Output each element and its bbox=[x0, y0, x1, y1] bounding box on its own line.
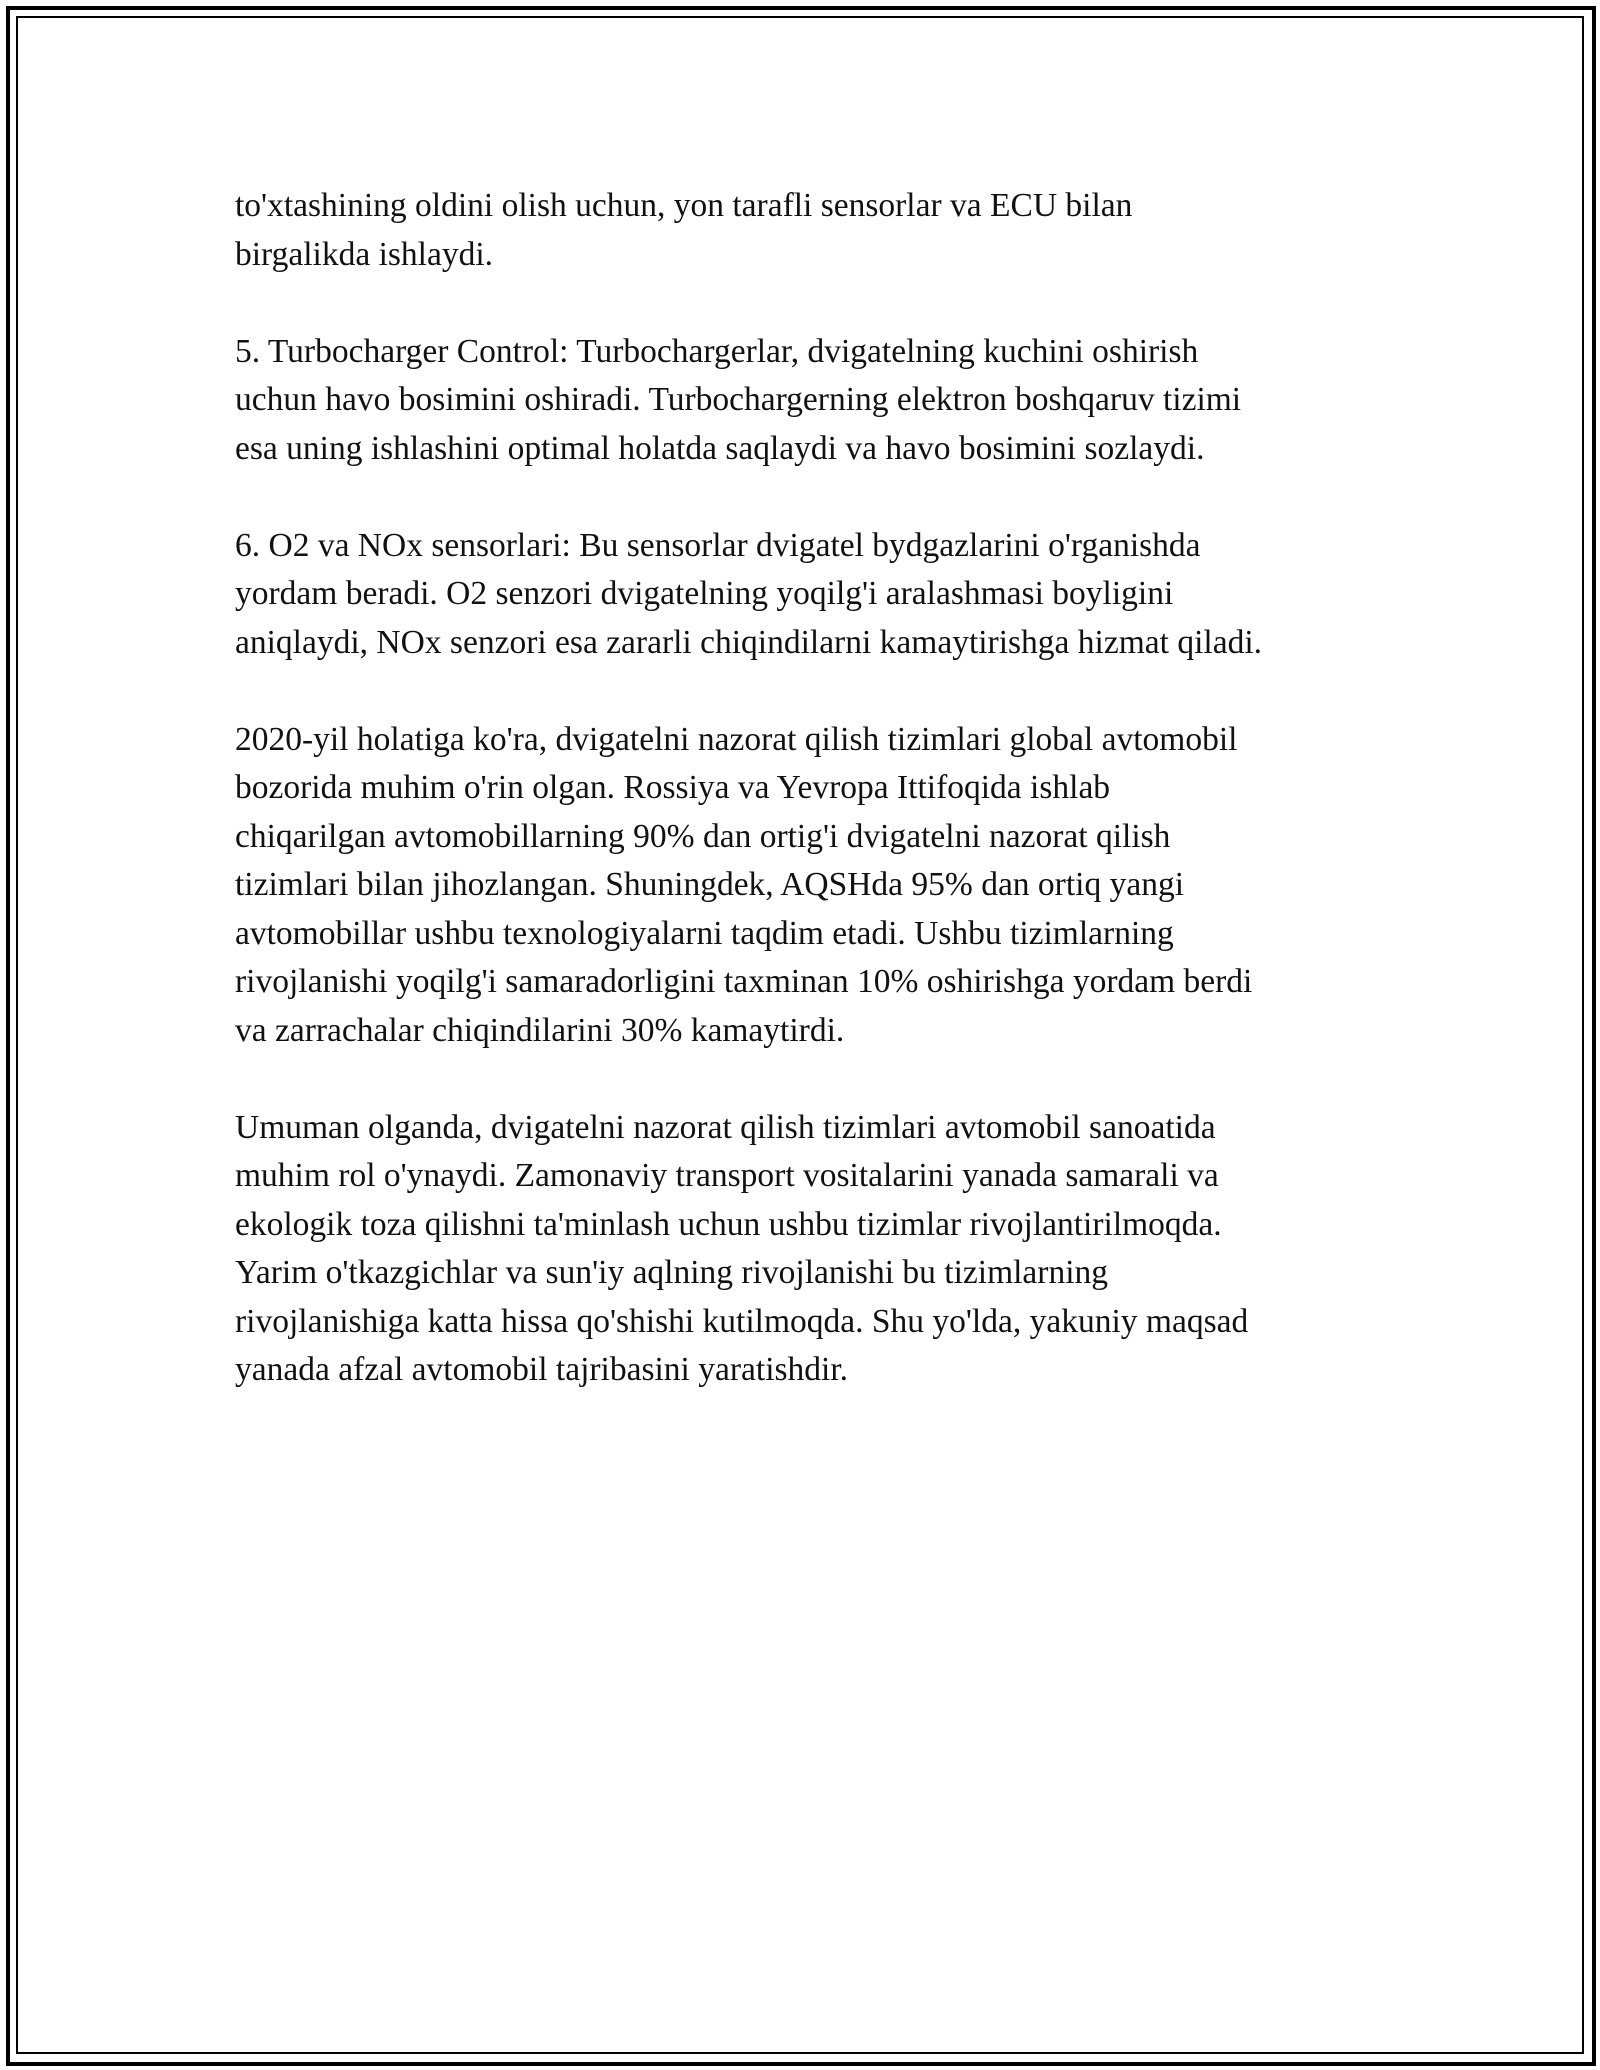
paragraph-o2-nox-sensors bbox=[235, 522, 1385, 668]
text-line: avtomobillar ushbu texnologiyalarni taqdim etadi. Ushbu tizimlarning bbox=[235, 914, 1174, 952]
text-line: yanada afzal avtomobil tajribasini yaratishdir. bbox=[235, 1351, 849, 1388]
text-line: 2020-yil holatiga ko'ra, dvigatelni nazorat qilish tizimlari global avtomobil bbox=[235, 720, 1238, 758]
text-line: aniqlaydi, NOx senzori esa zararli chiqindilarni kamaytirishga hizmat qiladi. bbox=[235, 623, 1263, 661]
text-line: bozorida muhim o'rin olgan. Rossiya va Yevropa Ittifoqida ishlab bbox=[235, 769, 1111, 806]
text-line: yordam beradi. O2 senzori dvigatelning yoqilg'i aralashmasi boyligini bbox=[235, 575, 1174, 612]
text-line: chiqarilgan avtomobillarning 90% dan ortig'i dvigatelni nazorat qilish bbox=[235, 817, 1171, 855]
text-line: 6. O2 va NOx sensorlari: Bu sensorlar dvigatel bydgazlarini o'rganishda bbox=[235, 526, 1201, 564]
paragraph-conclusion bbox=[235, 1104, 1385, 1395]
text-line: va zarrachalar chiqindilarini 30% kamaytirdi. bbox=[235, 1011, 845, 1049]
paragraph-sensors-continued bbox=[235, 182, 1385, 279]
text-line: muhim rol o'ynaydi. Zamonaviy transport vositalarini yanada samarali va bbox=[235, 1157, 1219, 1194]
text-line: ekologik toza qilishni ta'minlash uchun ushbu tizimlar rivojlantirilmoqda. bbox=[235, 1205, 1222, 1243]
paragraph-market-statistics bbox=[235, 716, 1385, 1056]
paragraph-turbocharger-control bbox=[235, 328, 1385, 474]
text-line: rivojlanishi yoqilg'i samaradorligini taxminan 10% oshirishga yordam berdi bbox=[235, 963, 1253, 1000]
document-body bbox=[235, 182, 1385, 1395]
text-line: Umuman olganda, dvigatelni nazorat qilish tizimlari avtomobil sanoatida bbox=[235, 1108, 1216, 1146]
text-line: birgalikda ishlaydi. bbox=[235, 235, 494, 273]
text-line: to'xtashining oldini olish uchun, yon tarafli sensorlar va ECU bilan bbox=[235, 187, 1133, 224]
text-line: Yarim o'tkazgichlar va sun'iy aqlning rivojlanishi bu tizimlarning bbox=[235, 1254, 1109, 1291]
text-line: rivojlanishiga katta hissa qo'shishi kutilmoqda. Shu yo'lda, yakuniy maqsad bbox=[235, 1302, 1249, 1340]
text-line: 5. Turbocharger Control: Turbochargerlar, dvigatelning kuchini oshirish bbox=[235, 332, 1199, 370]
text-line: tizimlari bilan jihozlangan. Shuningdek, AQSHda 95% dan ortiq yangi bbox=[235, 866, 1185, 903]
text-line: esa uning ishlashini optimal holatda saqlaydi va havo bosimini sozlaydi. bbox=[235, 429, 1205, 467]
text-line: uchun havo bosimini oshiradi. Turbochargerning elektron boshqaruv tizimi bbox=[235, 381, 1242, 418]
